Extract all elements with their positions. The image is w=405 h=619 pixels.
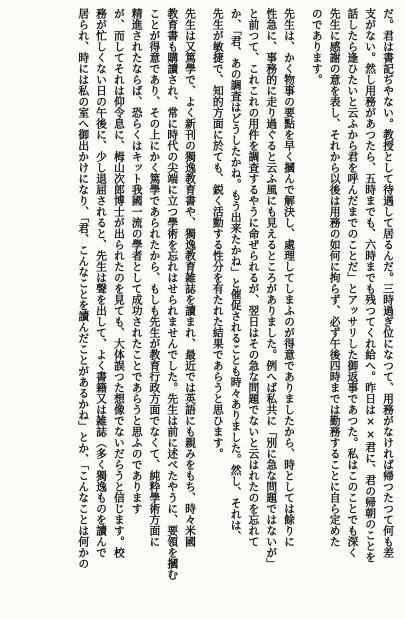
text-line: 先生に感謝の意を表し、それから以後は用務の如何に拘らず、必ず午後四時までは勤務することに自ら定めた [328,8,342,547]
text-line: 教育書も購讀され、常に時代の尖端に立つ學術を忘れはせられませんでした。先生は前に述べたやうに、要領を摑む [166,8,180,580]
text-line: 支がない。然し用務があつたら、五時までも、六時までも残つてくれ給へ。昨日は××君に、君の帰朝のことを [364,8,378,563]
text-line: 先生が敏捷で、知的方面に於ても、鋭く活動する性分を有たれた結果であらうと思ひます。 [211,8,225,459]
text-line: 務が忙しくない日の午後に、少し退屈されると、先生は聲を出して、よく書籍又は雑誌（多く獨逸ものを讀んで [95,8,109,558]
text-line: 性急に、事務的に走り過ぐると云ふ風にも見えるところがありました。例へば私共に「別に急な問題ではないが」 [265,8,279,569]
text-line: か、「君、あの調査はどうしたかね。もう出来たかね」と催促されることも時々ありました。然し、それは、 [229,8,243,542]
text-line: だ。君は書記ぢやない。教授として待遇して居るんだ。三時過ぎ位になつて、用務がなければ帰つたつて何も差 [382,8,395,558]
vertical-text-body [74,8,397,612]
text-line: のであります。 [310,8,324,85]
text-line: 話したら逢ひたいと云ふから君を呼んだまでのことだ」とアッサリした御返事であつた。私はこのことでも深く [346,8,360,558]
text-line: が、而してそれは仰令息に、栂山次郎博士が出られたのを見ても、大体誤つた想像でないだらうと信じます。校 [112,8,126,558]
text-line: ことが得意であり、その上にかく篤學であられたから、もしも先生が教育行政方面でなくて、純粋學術方面に [148,8,162,547]
text-line: 精進されたならば、恐らくはキット我國一流の學者として成功されたことであらうと思ふのであります [130,8,144,514]
text-line: 居られ、時には私の室へ御出かけになり、「君、こんなことを讀んだことがあるかね」とか、「こんなことは何かの [77,8,91,570]
paragraph-start-line: 先生は、かく物事の要點を早く摑んで解決し、處理してしまふのが得意でありましたから、時としては餘りに [283,8,297,547]
paragraph-start-line: 先生は又篤學で、よく新刊の獨逸教育書や、獨逸教育雑誌を讀まれ、最近では英語にも親みをもち、時々米國 [184,8,198,547]
text-line: と前つて、これこれの用件を調査するやうに命ぜられるが、翌日はその急な問題でないと云はれたのを忘れて [247,8,261,547]
